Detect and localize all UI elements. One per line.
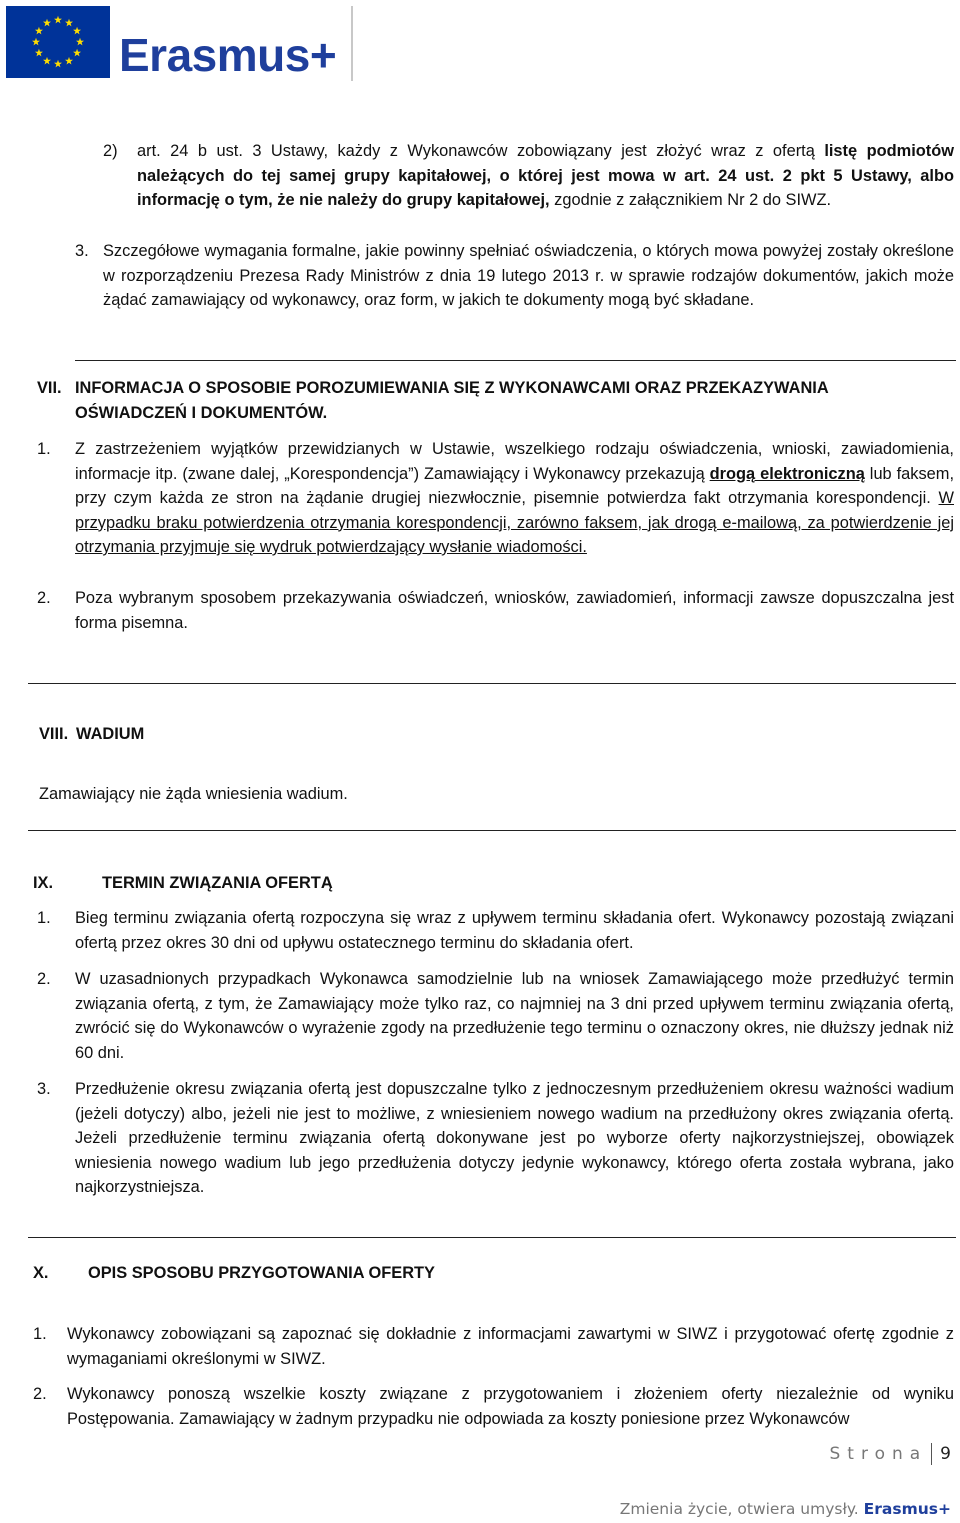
section-number: X.: [33, 1264, 49, 1282]
section-number: VIII.: [39, 725, 69, 743]
paragraph-vi-2: art. 24 b ust. 3 Ustawy, każdy z Wykonawców zobowiązany jest złożyć wraz z ofertą listę podmiotów należących do tej samej grupy kapitałowej, o której jest mowa w art. 24 ust. 2 pkt 5 Ustawy, albo informację o tym, że nie należy do grupy kapitałowej, zgodnie z załącznikiem Nr 2 do SIWZ.: [137, 142, 954, 209]
divider: [28, 830, 956, 831]
list-number: 2.: [33, 1385, 47, 1403]
list-number: 2.: [37, 970, 51, 988]
paragraph-x-2: Wykonawcy ponoszą wszelkie koszty związane z przygotowaniem i złożeniem oferty niezależnie od wyniku Postępowania. Zamawiający w żadnym przypadku nie odpowiada za koszty poniesione przez Wykonawców: [67, 1385, 954, 1428]
eu-flag-icon: [6, 6, 110, 78]
page-separator: [931, 1443, 932, 1465]
page-label: Strona: [829, 1444, 928, 1464]
section-title: OPIS SPOSOBU PRZYGOTOWANIA OFERTY: [88, 1264, 435, 1282]
list-number: 2): [103, 142, 118, 160]
list-number: 3.: [75, 242, 89, 260]
section-number: VII.: [37, 379, 62, 397]
logo-divider: [351, 6, 353, 81]
page-number: [830, 1442, 952, 1467]
page-number-value: 9: [940, 1444, 951, 1464]
paragraph-vii-2: Poza wybranym sposobem przekazywania oświadczeń, wniosków, zawiadomień, informacji zawsze dopuszczalna jest forma pisemna.: [75, 589, 954, 632]
section-title: INFORMACJA O SPOSOBIE POROZUMIEWANIA SIĘ Z WYKONAWCAMI ORAZ PRZEKAZYWANIA OŚWIADCZEŃ I DOKUMENTÓW.: [75, 379, 829, 422]
paragraph-viii: Zamawiający nie żąda wniesienia wadium.: [39, 785, 348, 803]
paragraph-vi-3: Szczegółowe wymagania formalne, jakie powinny spełniać oświadczenia, o których mowa powyżej zostały określone w rozporządzeniu Prezesa Rady Ministrów z dnia 19 lutego 2013 r. w sprawie rodzajów dokumentów, jakich może żądać zamawiający od wykonawcy, oraz form, w jakich te dokumenty mogą być składane.: [103, 242, 954, 309]
paragraph-vii-1: Z zastrzeżeniem wyjątków przewidzianych w Ustawie, wszelkiego rodzaju oświadczenia, wnioski, zawiadomienia, informacje itp. (zwane dalej, „Korespondencja”) Zamawiający i Wykonawcy przekazują drogą elektroniczną lub faksem, przy czym każda ze stron na żądanie drugiej niezwłocznie, pisemnie potwierdza fakt otrzymania korespondencji. W przypadku braku potwierdzenia otrzymania korespondencji, zarówno faksem, jak drogą e-mailową, za potwierdzenie jej otrzymania przyjmuje się wydruk potwierdzający wysłanie wiadomości.: [75, 440, 954, 556]
paragraph-x-1: Wykonawcy zobowiązani są zapoznać się dokładnie z informacjami zawartymi w SIWZ i przygotować ofertę zgodnie z wymaganiami określonymi w SIWZ.: [67, 1325, 954, 1368]
footer-slogan: Zmienia życie, otwiera umysły. Erasmus+: [619, 1500, 951, 1518]
logo-text: Erasmus+: [119, 29, 337, 81]
section-number: IX.: [33, 874, 54, 892]
list-number: 1.: [33, 1325, 47, 1343]
list-number: 3.: [37, 1080, 51, 1098]
list-number: 1.: [37, 440, 51, 458]
paragraph-ix-2: W uzasadnionych przypadkach Wykonawca samodzielnie lub na wniosek Zamawiającego może przedłużyć termin związania ofertą, z tym, że Zamawiający może tylko raz, co najmniej na 3 dni przed upływem terminu związania ofertą, zwrócić się do Wykonawców o wyrażenie zgody na przedłużenie tego terminu o oznaczony okres, nie dłuższy jednak niż 60 dni.: [75, 970, 954, 1062]
section-title: WADIUM: [76, 725, 145, 743]
paragraph-ix-3: Przedłużenie okresu związania ofertą jest dopuszczalne tylko z jednoczesnym przedłużeniem okresu ważności wadium (jeżeli dotyczy) albo, jeżeli nie jest to możliwe, z wniesieniem nowego wadium na przedłużony okres związania ofertą. Jeżeli przedłużenie terminu związania ofertą dokonywane jest po wyborze oferty najkorzystniejszej, obowiązek wniesienia nowego wadium lub jego przedłużenia dotyczy jedynie wykonawcy, którego oferta została wybrana, jako najkorzystniejsza.: [75, 1080, 954, 1196]
section-title: TERMIN ZWIĄZANIA OFERTĄ: [102, 874, 333, 892]
divider: [75, 360, 956, 361]
list-number: 1.: [37, 909, 51, 927]
list-number: 2.: [37, 589, 51, 607]
paragraph-ix-1: Bieg terminu związania ofertą rozpoczyna się wraz z upływem terminu składania ofert. Wykonawcy pozostają związani ofertą przez okres 30 dni od upływu ostatecznego terminu do składania ofert.: [75, 909, 954, 952]
divider: [28, 1237, 956, 1238]
divider: [28, 683, 956, 684]
